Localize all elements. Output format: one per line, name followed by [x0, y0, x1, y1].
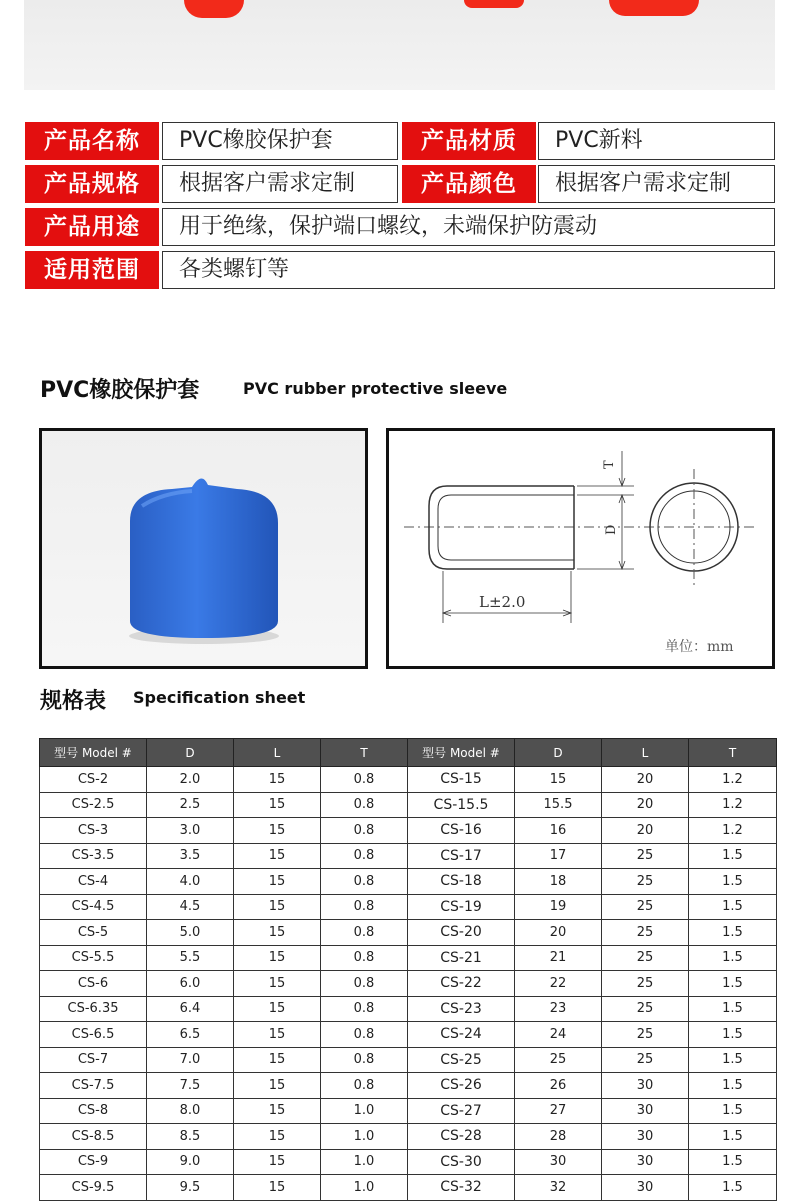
product-photo-top	[24, 0, 775, 90]
info-value: 根据客户需求定制	[538, 165, 775, 203]
info-label: 适用范围	[25, 251, 159, 289]
table-cell: CS-19	[408, 894, 515, 920]
table-row	[40, 818, 777, 844]
table-cell: 21	[515, 945, 602, 971]
table-row	[40, 1175, 777, 1201]
table-cell: 0.8	[321, 843, 408, 869]
info-value: 各类螺钉等	[162, 251, 775, 289]
table-cell: CS-24	[408, 1022, 515, 1048]
table-cell: CS-4	[40, 869, 147, 895]
table-cell: CS-2	[40, 767, 147, 793]
table-cell: 25	[602, 869, 689, 895]
table-cell: 15	[234, 1022, 321, 1048]
table-cell: 25	[602, 945, 689, 971]
product-title: PVC橡胶保护套	[40, 378, 200, 403]
table-cell: 16	[515, 818, 602, 844]
table-cell: 1.2	[689, 818, 777, 844]
table-cell: 30	[602, 1124, 689, 1150]
table-cell: 3.5	[147, 843, 234, 869]
table-cell: 0.8	[321, 818, 408, 844]
table-cell: CS-30	[408, 1149, 515, 1175]
table-cell: 1.0	[321, 1175, 408, 1201]
table-cell: 0.8	[321, 894, 408, 920]
table-row	[40, 1149, 777, 1175]
red-cap-shape	[184, 0, 244, 18]
table-cell: 15	[234, 792, 321, 818]
table-cell: CS-23	[408, 996, 515, 1022]
table-cell: 15	[234, 1149, 321, 1175]
table-header-row	[40, 739, 777, 767]
info-row	[25, 208, 775, 246]
table-cell: 25	[602, 920, 689, 946]
table-row	[40, 1022, 777, 1048]
table-cell: CS-17	[408, 843, 515, 869]
red-cap-shape	[609, 0, 699, 16]
table-cell: 2.5	[147, 792, 234, 818]
table-cell: 9.5	[147, 1175, 234, 1201]
table-cell: 0.8	[321, 1022, 408, 1048]
info-label: 产品颜色	[402, 165, 536, 203]
label-T: T	[602, 460, 617, 469]
table-cell: CS-3	[40, 818, 147, 844]
table-cell: 2.0	[147, 767, 234, 793]
table-cell: 15	[234, 996, 321, 1022]
table-cell: 20	[602, 767, 689, 793]
table-cell: 25	[602, 894, 689, 920]
table-cell: 30	[602, 1175, 689, 1201]
spec-subtitle: Specification sheet	[133, 688, 306, 707]
table-cell: 1.5	[689, 920, 777, 946]
table-cell: 1.5	[689, 1047, 777, 1073]
table-cell: 4.0	[147, 869, 234, 895]
table-row	[40, 1098, 777, 1124]
table-cell: CS-20	[408, 920, 515, 946]
table-body	[40, 767, 777, 1201]
info-value: 用于绝缘，保护端口螺纹，未端保护防震动	[162, 208, 775, 246]
table-cell: CS-2.5	[40, 792, 147, 818]
table-cell: CS-7	[40, 1047, 147, 1073]
table-cell: CS-28	[408, 1124, 515, 1150]
table-cell: 0.8	[321, 792, 408, 818]
table-cell: 1.5	[689, 843, 777, 869]
table-cell: 20	[515, 920, 602, 946]
table-cell: 15	[234, 767, 321, 793]
table-row	[40, 1047, 777, 1073]
table-cell: 24	[515, 1022, 602, 1048]
info-row	[25, 165, 775, 203]
table-cell: 15	[234, 1047, 321, 1073]
table-cell: 15	[234, 818, 321, 844]
table-cell: 0.8	[321, 920, 408, 946]
table-cell: 23	[515, 996, 602, 1022]
table-cell: 1.5	[689, 945, 777, 971]
table-cell: CS-27	[408, 1098, 515, 1124]
table-cell: 1.5	[689, 1073, 777, 1099]
specification-table	[39, 738, 777, 1201]
table-cell: CS-16	[408, 818, 515, 844]
info-row	[25, 251, 775, 289]
red-cap-shape	[464, 0, 524, 8]
table-cell: CS-21	[408, 945, 515, 971]
table-row	[40, 869, 777, 895]
table-cell: 1.0	[321, 1098, 408, 1124]
table-cell: 15	[234, 1175, 321, 1201]
table-cell: CS-6	[40, 971, 147, 997]
info-value: PVC橡胶保护套	[162, 122, 398, 160]
table-cell: CS-8	[40, 1098, 147, 1124]
table-cell: 30	[602, 1149, 689, 1175]
table-cell: 15	[234, 1124, 321, 1150]
table-cell: CS-6.35	[40, 996, 147, 1022]
table-cell: 25	[515, 1047, 602, 1073]
dimension-diagram-panel	[386, 428, 775, 669]
dimension-diagram	[389, 431, 772, 666]
table-row	[40, 945, 777, 971]
table-cell: 0.8	[321, 971, 408, 997]
table-cell: 15	[234, 971, 321, 997]
table-cell: 30	[602, 1098, 689, 1124]
info-label: 产品名称	[25, 122, 159, 160]
table-cell: 0.8	[321, 869, 408, 895]
table-header-cell: L	[234, 739, 321, 767]
label-L: L±2.0	[479, 593, 526, 611]
table-cell: 20	[602, 818, 689, 844]
table-cell: 25	[602, 971, 689, 997]
table-cell: 15	[234, 945, 321, 971]
table-cell: 1.5	[689, 996, 777, 1022]
table-cell: CS-8.5	[40, 1124, 147, 1150]
table-cell: 15	[234, 1098, 321, 1124]
table-cell: 15	[234, 869, 321, 895]
table-cell: 1.5	[689, 1022, 777, 1048]
table-cell: 25	[602, 843, 689, 869]
table-cell: 19	[515, 894, 602, 920]
table-cell: 0.8	[321, 1047, 408, 1073]
table-cell: CS-32	[408, 1175, 515, 1201]
table-cell: 15	[515, 767, 602, 793]
table-cell: 5.0	[147, 920, 234, 946]
table-cell: CS-25	[408, 1047, 515, 1073]
table-row	[40, 1073, 777, 1099]
table-cell: 32	[515, 1175, 602, 1201]
table-cell: 1.0	[321, 1149, 408, 1175]
table-cell: CS-9.5	[40, 1175, 147, 1201]
table-cell: 28	[515, 1124, 602, 1150]
table-cell: CS-6.5	[40, 1022, 147, 1048]
table-cell: 7.5	[147, 1073, 234, 1099]
table-header-cell: 型号 Model #	[408, 739, 515, 767]
table-cell: 1.2	[689, 792, 777, 818]
table-cell: 15	[234, 920, 321, 946]
table-header-cell: L	[602, 739, 689, 767]
table-cell: CS-15	[408, 767, 515, 793]
table-row	[40, 996, 777, 1022]
table-cell: CS-4.5	[40, 894, 147, 920]
table-row	[40, 920, 777, 946]
table-cell: 8.5	[147, 1124, 234, 1150]
table-cell: 5.5	[147, 945, 234, 971]
table-cell: 1.5	[689, 971, 777, 997]
table-cell: CS-9	[40, 1149, 147, 1175]
table-row	[40, 1124, 777, 1150]
info-label: 产品规格	[25, 165, 159, 203]
table-cell: 1.5	[689, 1098, 777, 1124]
table-cell: 27	[515, 1098, 602, 1124]
table-cell: 22	[515, 971, 602, 997]
table-cell: 6.5	[147, 1022, 234, 1048]
table-header-cell: T	[321, 739, 408, 767]
table-row	[40, 792, 777, 818]
product-subtitle: PVC rubber protective sleeve	[243, 379, 508, 398]
table-cell: 8.0	[147, 1098, 234, 1124]
table-header-cell: T	[689, 739, 777, 767]
table-header-cell: D	[515, 739, 602, 767]
table-cell: CS-18	[408, 869, 515, 895]
table-cell: CS-26	[408, 1073, 515, 1099]
table-cell: CS-7.5	[40, 1073, 147, 1099]
table-cell: 0.8	[321, 767, 408, 793]
table-cell: 0.8	[321, 1073, 408, 1099]
table-cell: 25	[602, 1047, 689, 1073]
spec-title: 规格表	[40, 689, 107, 714]
table-cell: 4.5	[147, 894, 234, 920]
table-header-cell: D	[147, 739, 234, 767]
table-row	[40, 767, 777, 793]
table-cell: CS-3.5	[40, 843, 147, 869]
info-label: 产品用途	[25, 208, 159, 246]
table-cell: 9.0	[147, 1149, 234, 1175]
table-cell: 1.5	[689, 894, 777, 920]
table-cell: 1.5	[689, 1124, 777, 1150]
table-cell: 17	[515, 843, 602, 869]
table-cell: 1.5	[689, 869, 777, 895]
table-row	[40, 843, 777, 869]
table-cell: 7.0	[147, 1047, 234, 1073]
table-cell: 18	[515, 869, 602, 895]
table-cell: 15	[234, 843, 321, 869]
info-row	[25, 122, 775, 160]
table-cell: 1.5	[689, 1149, 777, 1175]
blue-cap-image	[42, 431, 365, 666]
info-label: 产品材质	[402, 122, 536, 160]
table-cell: 25	[602, 1022, 689, 1048]
table-cell: 30	[515, 1149, 602, 1175]
table-cell: CS-22	[408, 971, 515, 997]
table-cell: 6.0	[147, 971, 234, 997]
table-cell: 1.5	[689, 1175, 777, 1201]
label-D: D	[604, 524, 619, 535]
product-photo-panel	[39, 428, 368, 669]
table-cell: 25	[602, 996, 689, 1022]
table-cell: 6.4	[147, 996, 234, 1022]
info-value: 根据客户需求定制	[162, 165, 398, 203]
table-cell: 1.0	[321, 1124, 408, 1150]
table-row	[40, 971, 777, 997]
table-row	[40, 894, 777, 920]
table-cell: 15.5	[515, 792, 602, 818]
table-cell: 3.0	[147, 818, 234, 844]
table-header-cell: 型号 Model #	[40, 739, 147, 767]
table-cell: 1.2	[689, 767, 777, 793]
table-cell: 30	[602, 1073, 689, 1099]
table-cell: 20	[602, 792, 689, 818]
table-cell: 0.8	[321, 996, 408, 1022]
unit-label: 单位：mm	[665, 639, 734, 655]
table-cell: CS-15.5	[408, 792, 515, 818]
table-cell: 15	[234, 894, 321, 920]
table-cell: CS-5.5	[40, 945, 147, 971]
table-cell: 15	[234, 1073, 321, 1099]
table-cell: CS-5	[40, 920, 147, 946]
table-cell: 26	[515, 1073, 602, 1099]
info-value: PVC新料	[538, 122, 775, 160]
table-cell: 0.8	[321, 945, 408, 971]
